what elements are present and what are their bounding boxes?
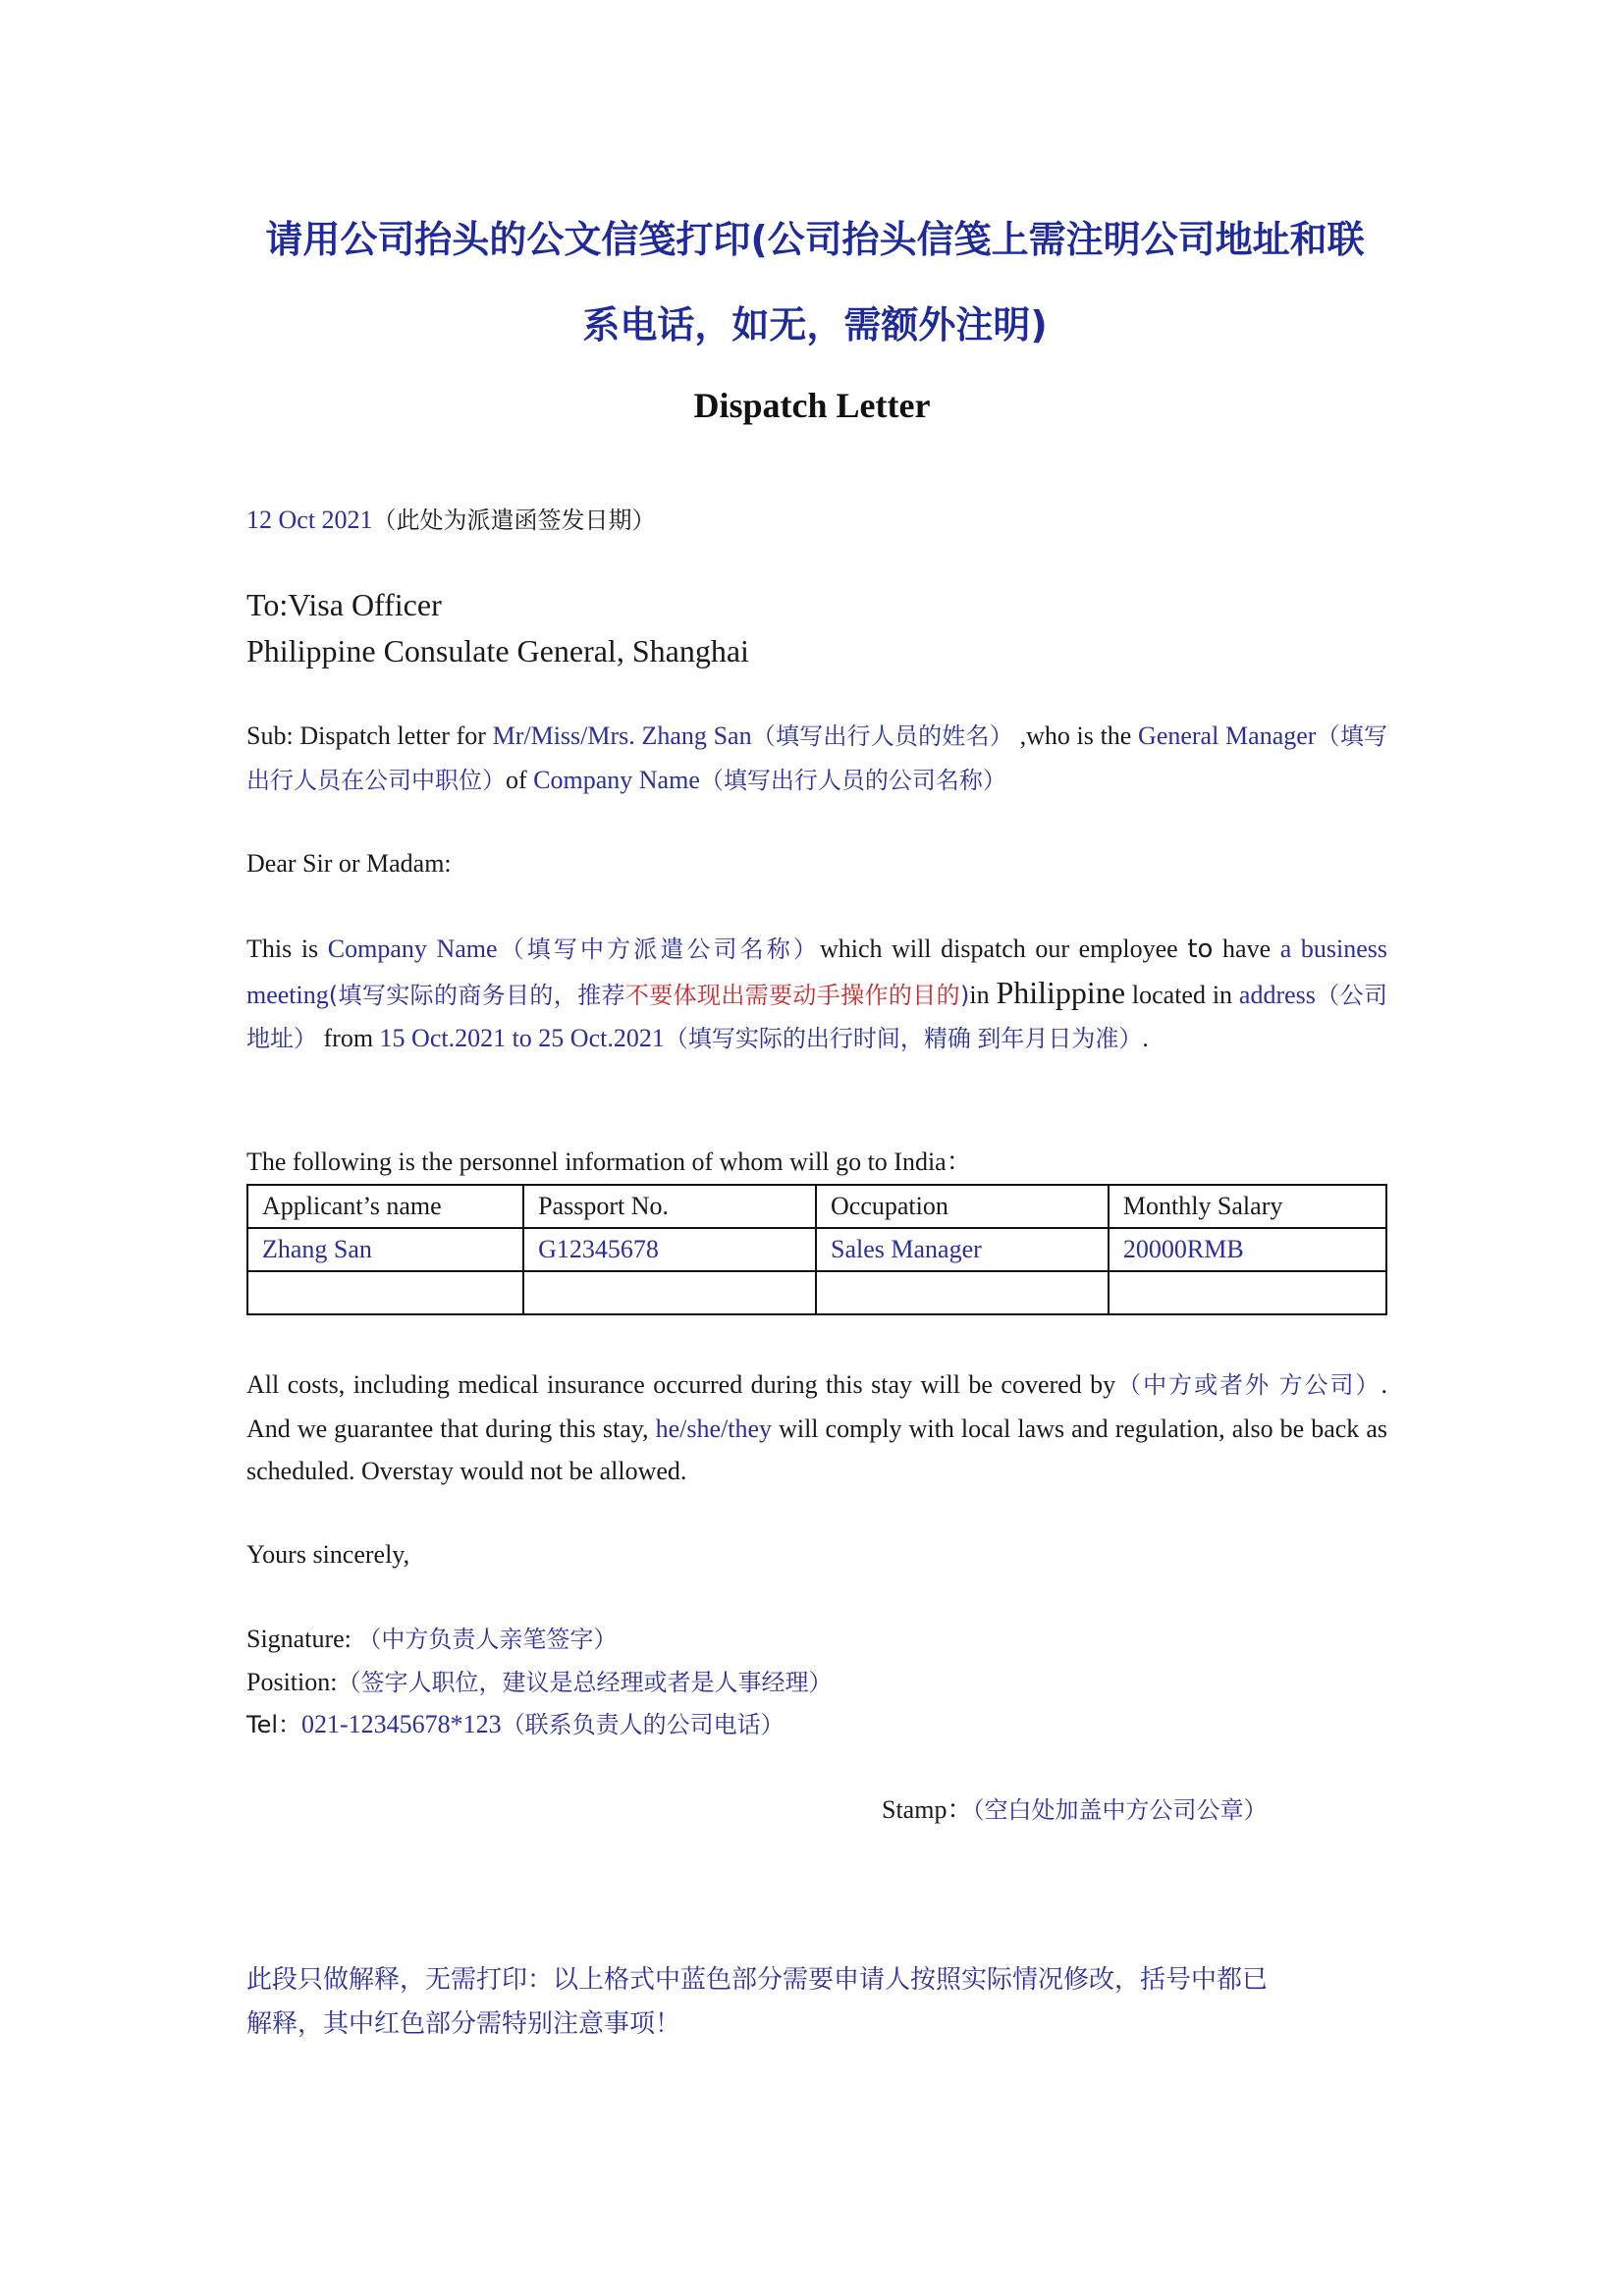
position-note: （签字人职位，建议是总经理或者是人事经理） [337, 1669, 833, 1696]
stamp-line [882, 1789, 1267, 1832]
body-purpose-note-b: ) [959, 981, 970, 1009]
costs-b: . And we guarantee that during this stay, [246, 1370, 1387, 1443]
stamp-label: Stamp： [882, 1795, 973, 1824]
body-purpose-note-red: 不要体现出需要动手操作的目的 [624, 981, 960, 1009]
subject-of: of [506, 765, 534, 794]
body-dates: 15 Oct.2021 to 25 Oct.2021 [379, 1024, 665, 1052]
table-cell-occupation: Sales Manager [816, 1228, 1109, 1271]
instruction-heading-line1: 请用公司抬头的公文信笺打印(公司抬头信笺上需注明公司地址和联 [265, 218, 1365, 261]
table-cell-empty [1109, 1271, 1386, 1314]
recipient-line1: To:Visa Officer [246, 587, 442, 622]
costs-d: regulation, also be back as scheduled. Overstay would not be allowed. [246, 1414, 1387, 1485]
subject-paragraph [246, 715, 1387, 802]
table-cell-empty [816, 1271, 1109, 1314]
tel-line [246, 1703, 785, 1746]
body-to: to [1187, 934, 1214, 964]
tel-value: 021-12345678*123 [301, 1710, 502, 1738]
signature-line [246, 1618, 617, 1661]
signature-note: （中方负责人亲笔签字） [357, 1626, 618, 1653]
subject-position-note: （填写出行人员在公司中职位） [246, 722, 1388, 794]
table-row [247, 1228, 1386, 1271]
subject-mid: ,who is the [1012, 721, 1139, 750]
body-purpose-note-a: (填写实际的商务目的，推荐 [328, 981, 625, 1009]
costs-c: will comply with local laws and [772, 1414, 1109, 1443]
subject-prefix: Sub: Dispatch letter for [246, 721, 493, 750]
personnel-table [246, 1184, 1387, 1315]
salutation: Dear Sir or Madam: [246, 849, 452, 878]
costs-payer-a: （中方或者外 [1115, 1371, 1272, 1399]
date-note: （此处为派遣函签发日期） [372, 507, 656, 534]
table-cell-passport: G12345678 [523, 1228, 816, 1271]
subject-position-b: Manager [1225, 721, 1317, 750]
body-company-note: （填写中方派遣公司名称） [497, 935, 820, 963]
closing: Yours sincerely, [246, 1540, 410, 1569]
tel-label: Tel： [246, 1711, 302, 1738]
table-intro: The following is the personnel information of whom will go to India： [246, 1148, 972, 1176]
footer-note-line2: 解释，其中红色部分需特别注意事项！ [246, 2009, 681, 2039]
body-address: address [1238, 980, 1316, 1009]
letter-title: Dispatch Letter [693, 386, 931, 425]
subject-name-note: （填写出行人员的姓名） [751, 722, 1013, 750]
body-period: . [1142, 1024, 1149, 1052]
subject-name: Mr/Miss/Mrs. Zhang San [492, 721, 752, 750]
signature-label: Signature: [246, 1625, 352, 1653]
subject-company-note: （填写出行人员的公司名称） [699, 766, 1006, 794]
subject-company: Company Name [533, 765, 700, 794]
body-a: a [1279, 934, 1292, 963]
table-header-cell: Applicant’s name [247, 1185, 523, 1228]
body-address-note: （公司地址） [246, 981, 1388, 1052]
body-from: from [317, 1024, 380, 1052]
table-cell-salary: 20000RMB [1109, 1228, 1386, 1271]
body-p1-b: which will dispatch our employee [819, 934, 1188, 963]
body-p1-a: This is [246, 934, 328, 963]
body-dates-note-b: 到年月日为准） [977, 1025, 1143, 1052]
costs-paragraph [246, 1363, 1387, 1493]
body-paragraph [246, 928, 1387, 1061]
table-cell-empty [247, 1271, 523, 1314]
subject-position-a: General [1138, 721, 1219, 750]
table-header-row [247, 1185, 1386, 1228]
instruction-heading-line2: 系电话，如无，需额外注明) [582, 303, 1048, 347]
body-country: Philippine [996, 974, 1126, 1010]
body-p1-c: have [1213, 934, 1280, 963]
table-cell-empty [523, 1271, 816, 1314]
table-cell-applicant-name: Zhang San [247, 1228, 523, 1271]
costs-a: All costs, including medical insurance occurred during this stay will be covered by [246, 1370, 1116, 1399]
body-located: located in [1131, 980, 1239, 1009]
body-purpose: business meeting [246, 934, 1388, 1009]
footer-note-line1: 此段只做解释，无需打印：以上格式中蓝色部分需要申请人按照实际情况修改，括号中都已 [246, 1965, 1269, 1995]
date-line [246, 499, 656, 542]
body-dates-note-a: （填写实际的出行时间，精确 [664, 1025, 971, 1052]
tel-note: （联系负责人的公司电话） [501, 1711, 785, 1738]
body-company: Company Name [327, 934, 498, 963]
table-row [247, 1271, 1386, 1314]
table-header-cell: Monthly Salary [1109, 1185, 1386, 1228]
position-label: Position: [246, 1668, 338, 1696]
costs-pronoun: he/she/they [655, 1414, 773, 1443]
recipient-line2: Philippine Consulate General, Shanghai [246, 633, 749, 668]
date-value: 12 Oct 2021 [246, 506, 373, 534]
costs-payer-b: 方公司） [1278, 1371, 1381, 1399]
table-header-cell: Passport No. [523, 1185, 816, 1228]
position-line [246, 1661, 832, 1704]
body-in: in [969, 980, 997, 1009]
stamp-note: （空白处加盖中方公司公章） [972, 1796, 1268, 1824]
footer-explanation [246, 1958, 1387, 2047]
table-header-cell: Occupation [816, 1185, 1109, 1228]
